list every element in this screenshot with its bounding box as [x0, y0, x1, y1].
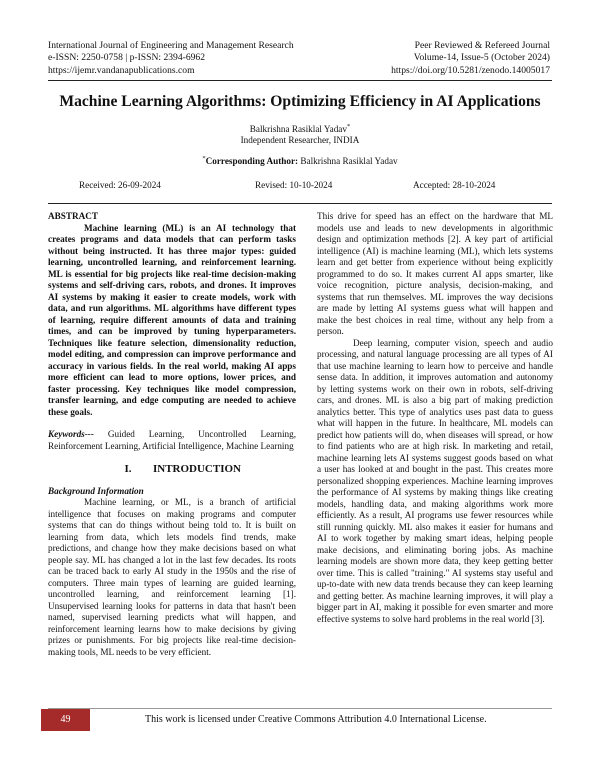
- right-paragraph-1: This drive for speed has an effect on the hardware that ML models use and leads to new developments in algorithmic design and optimization methods [2]. A key part of artificial intelligence (AI) is machine learning (ML), which lets systems learn and get better from experience without being explicitly programmed to do so. It makes current AI apps smarter, like voice recognition, picture analysis, decision-making, and systems that run themselves. ML improves the way decisions are made by letting AI systems guess what will happen and make the best choices in real time, without any help from a person.: [317, 211, 553, 336]
- section-heading: [48, 464, 296, 476]
- section-number: I.: [124, 463, 132, 475]
- paper-title: Machine Learning Algorithms: Optimizing Efficiency in AI Applications: [59, 93, 541, 110]
- keywords-label: Keywords---: [48, 429, 94, 439]
- dates-divider: [48, 203, 552, 204]
- running-header-left: [48, 40, 294, 77]
- abstract-heading: ABSTRACT: [48, 211, 99, 221]
- intro-paragraph-1: Machine learning, or ML, is a branch of artificial intelligence that focuses on making programs and computer systems that can do things without being told to. It is built on learning from data, which lets models find trends, make predictions, and change how they make decisions based on what people say. ML has changed a lot in the last few decades. Its roots can be traced back to early AI study in the 1950s and the rise of computers. Three main types of learning are guided learning, uncontrolled learning, and reinforcement learning [1]. Unsupervised learning looks for patterns in data that hasn't been named, supervised learning predicts what will happen, and reinforcement learning learns how to make decisions by giving prizes or punishments. For big projects like real-time decision-making tools, ML needs to be very efficient.: [48, 497, 296, 657]
- author-name: Balkrishna Rasiklal Yadav: [249, 124, 347, 135]
- author-mark: *: [346, 123, 351, 130]
- license-text: This work is licensed under Creative Commons Attribution 4.0 International License.: [145, 714, 487, 725]
- corr-name: Balkrishna Rasiklal Yadav: [298, 156, 398, 167]
- footer-divider: [48, 708, 552, 709]
- revised-date: Revised: 10-10-2024: [255, 180, 333, 190]
- journal-url[interactable]: https://ijemr.vandanapublications.com: [48, 64, 195, 76]
- keywords-text: Guided Learning, Uncontrolled Learning, Reinforcement Learning, Artificial Intelligence, Machine Learning: [48, 429, 296, 451]
- right-paragraph-2: Deep learning, computer vision, speech and audio processing, and natural language processing are all types of AI that use machine learning to learn how to perceive and handle sense data. In addition, it improves automation and autonomy by letting systems work on their own in robots, self-driving cars, and drones. ML is also a big part of making prediction analytics better. This type of analytics uses past data to guess what will happen in the future. In healthcare, ML models can predict how patients will do, when diseases will spread, or how to find patients who are at high risk. In marketing and retail, machine learning lets AI systems suggest goods based on what a user has looked at and bought in the past. This creates more personalized shopping experiences. Machine learning improves the performance of AI systems by making things like creating models, handling data, and making algorithms work more efficiently. As a result, AI programs use fewer resources while still running quickly. ML also makes it easier for humans and AI to work together by making smart ideas, helping people make decisions, and eliminating boring jobs. As machine learning models are shown more data, they keep getting better over time. This is called "training." AI systems stay useful and up-to-date with new data trends because they can keep learning and getting better. As machine learning improves, it will play a bigger part in AI, making it possible for even smarter and more effective systems to solve hard problems in the real world [3].: [317, 337, 553, 624]
- review-status: Peer Reviewed & Refereed Journal: [414, 40, 550, 51]
- left-column: [48, 211, 296, 658]
- volume-issue: Volume-14, Issue-5 (October 2024): [413, 52, 550, 64]
- received-date: Received: 26-09-2024: [79, 180, 161, 190]
- subsection-heading: Background Information: [48, 485, 144, 496]
- corr-mark: *: [202, 155, 206, 162]
- running-header-right: [391, 40, 550, 77]
- doi-link[interactable]: https://doi.org/10.5281/zenodo.14005017: [391, 64, 550, 76]
- author-affiliation: Independent Researcher, INDIA: [240, 135, 360, 145]
- corresponding-author: [0, 155, 600, 166]
- issn: e-ISSN: 2250-0758 | p-ISSN: 2394-6962: [48, 52, 206, 64]
- corr-label: Corresponding Author:: [205, 156, 299, 167]
- keywords: [48, 429, 296, 452]
- right-column: [317, 211, 553, 625]
- accepted-date: Accepted: 28-10-2024: [413, 180, 496, 190]
- abstract-text: Machine learning (ML) is an AI technology that creates programs and data models that can perform tasks without being instructed. It has three major types: guided learning, uncontrolled learning, and reinforcement learning. ML is essential for big projects like real-time decision-making systems and self-driving cars, robots, and drones. It improves AI systems by making it easier to create models, work with data, and run algorithms. ML algorithms have different types of learning, require different amounts of data and training times, and can be improved by tuning hyperparameters. Techniques like feature selection, dimensionality reduction, model editing, and compression can improve performance and accuracy in various fields. In the real world, making AI apps more efficient can lead to more options, lower prices, and faster processing. Key techniques like model compression, transfer learning, and edge computing are needed to achieve these goals.: [48, 222, 296, 417]
- author-line: [0, 123, 600, 134]
- journal-name: International Journal of Engineering and Management Research: [48, 40, 294, 51]
- header-divider: [48, 80, 552, 81]
- page-number: 49: [41, 709, 90, 731]
- section-title: INTRODUCTION: [152, 463, 241, 475]
